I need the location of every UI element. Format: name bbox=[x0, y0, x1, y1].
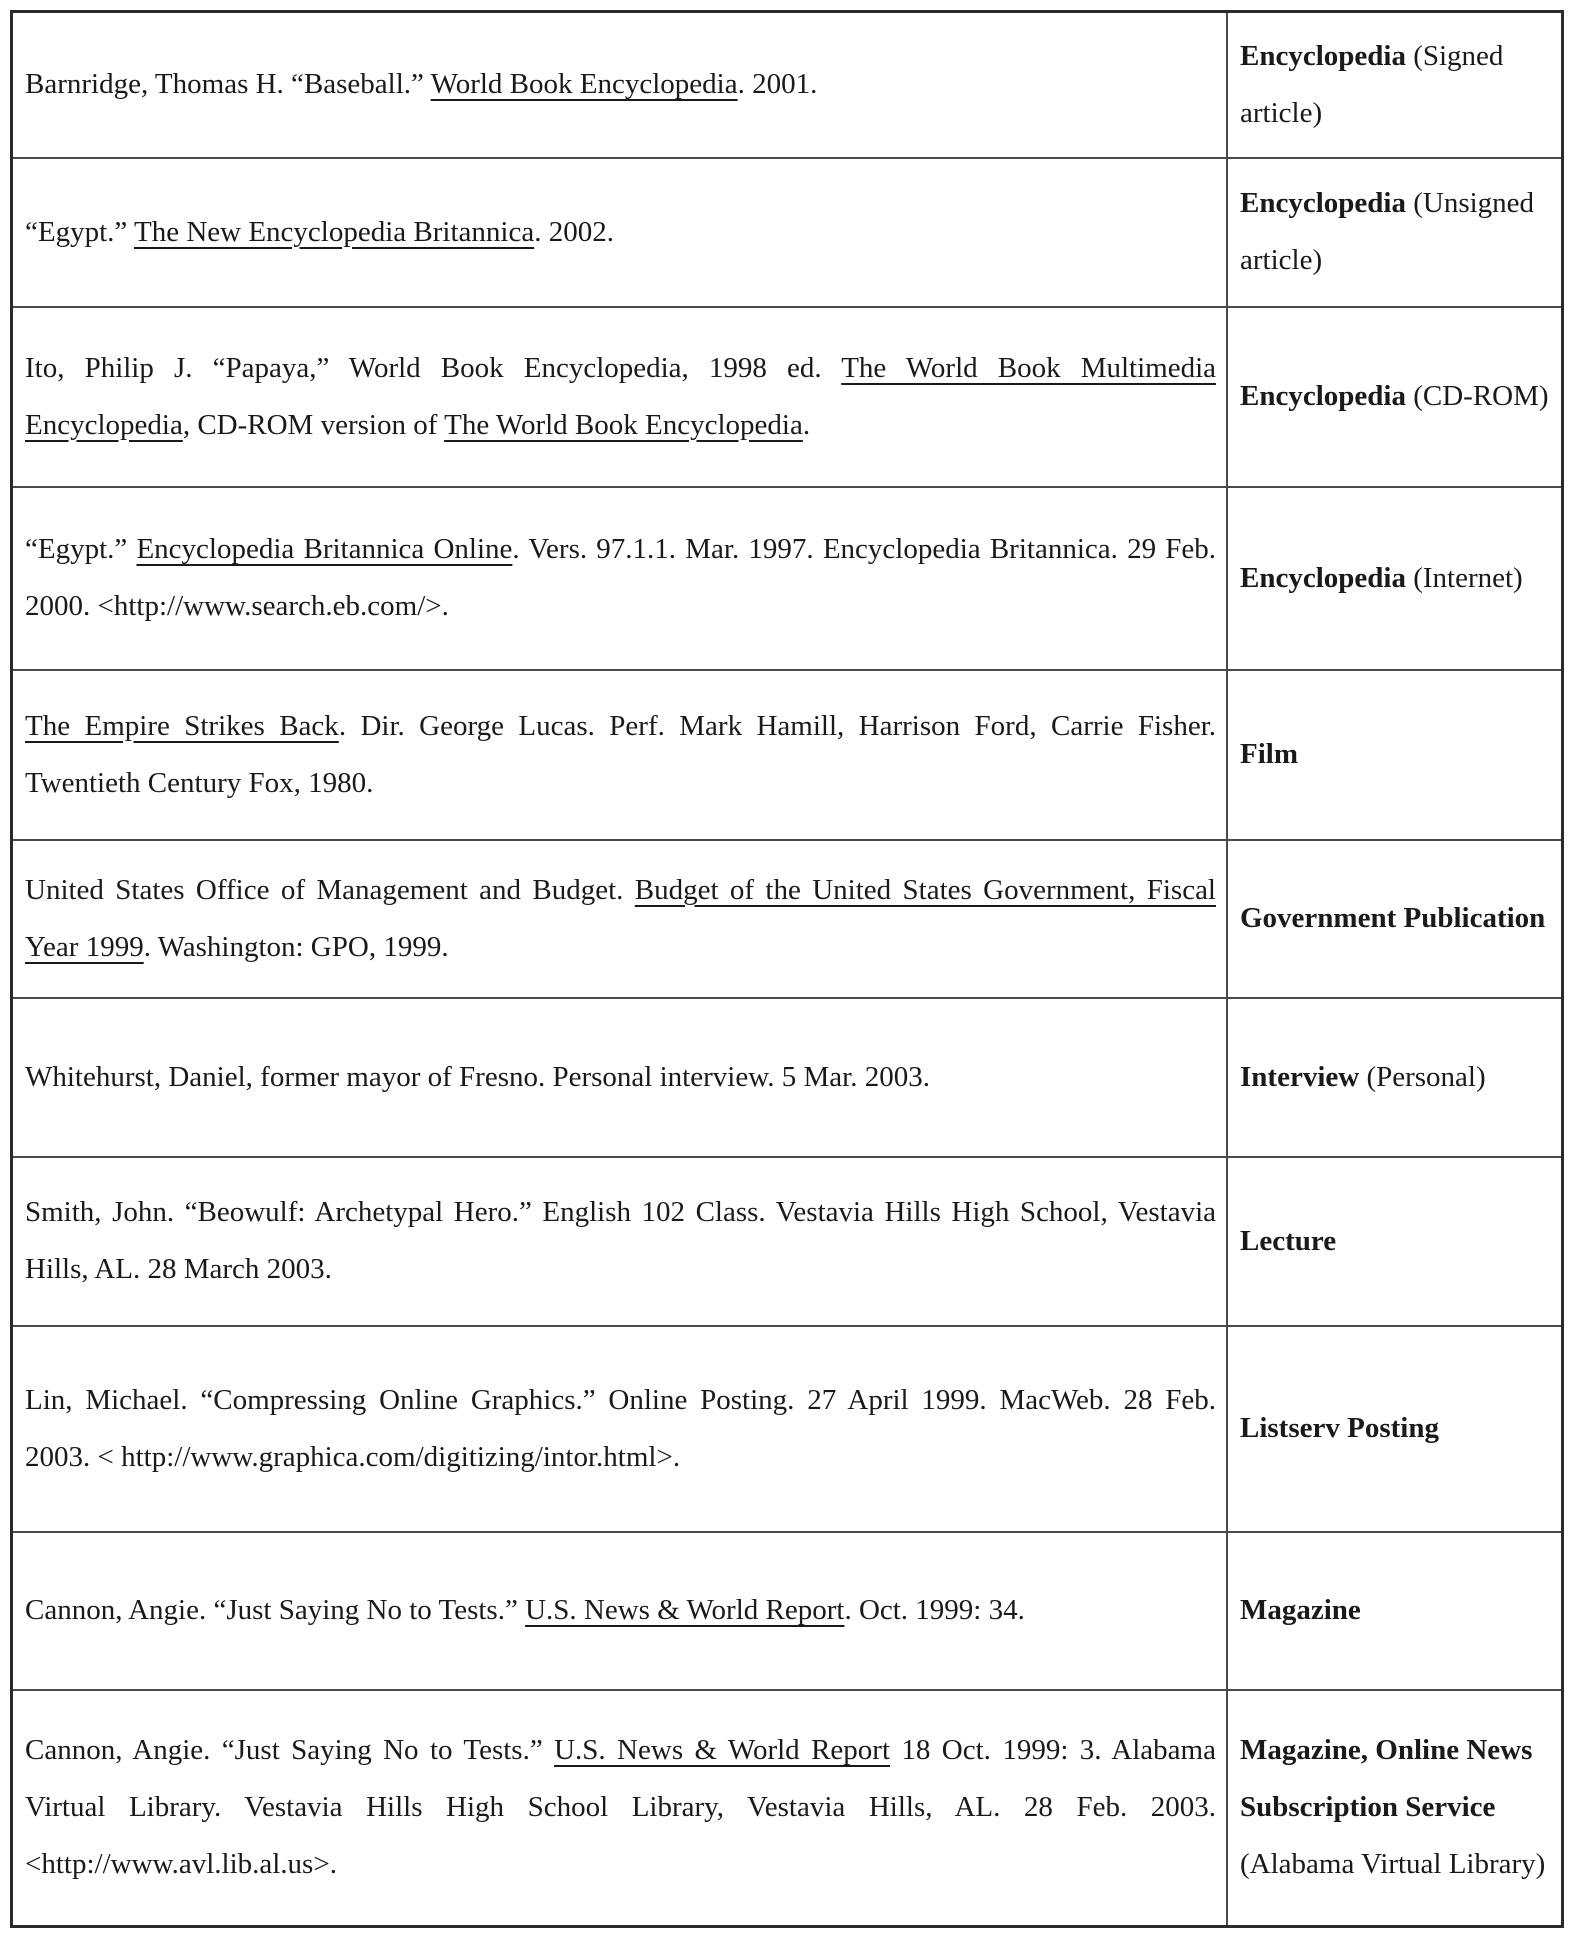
citation-text: Smith, John. “Beowulf: Archetypal Hero.” English 102 Class. Vestavia Hills High School, Vestavia Hills, AL. 28 March 2003. bbox=[25, 1196, 1216, 1285]
citation-text: Lin, Michael. “Compressing Online Graphics.” Online Posting. 27 April 1999. MacWeb. 28 Feb. 2003. < http://www.graphica.com/digitizing/intor.html>. bbox=[25, 1383, 1216, 1473]
source-type-note: (Personal) bbox=[1359, 1060, 1486, 1093]
source-type-cell bbox=[1227, 158, 1563, 307]
source-type-label: Lecture bbox=[1240, 1224, 1337, 1257]
source-type-label: Magazine bbox=[1240, 1594, 1361, 1626]
source-type-cell bbox=[1227, 1326, 1563, 1532]
citation-text: . Dir. George Lucas. Perf. Mark Hamill, Harrison Ford, Carrie Fisher. Twentieth Century Fox, 1980. bbox=[25, 709, 1217, 799]
citation-title: The World Book Multimedia Encyclopedia bbox=[25, 351, 1217, 441]
source-type-cell bbox=[1227, 1690, 1563, 1927]
source-type-cell bbox=[1227, 998, 1563, 1157]
source-type-label: Encyclopedia bbox=[1240, 380, 1406, 412]
citation-text: . Oct. 1999: 34. bbox=[844, 1594, 1025, 1626]
table-row bbox=[12, 307, 1563, 487]
source-type-note: (CD-ROM) bbox=[1405, 380, 1549, 412]
citation-type-table bbox=[10, 10, 1564, 1928]
source-type-label: Magazine, Online News Subscription Service bbox=[1240, 1734, 1533, 1824]
citation-title: U.S. News & World Report bbox=[525, 1594, 845, 1626]
citation-cell bbox=[12, 998, 1228, 1157]
citation-text: 18 Oct. 1999: 3. Alabama Virtual Library. Vestavia Hills High School Library, Vestavia Hills, AL. 28 Feb. 2003. <http://www.avl.lib.al.us>. bbox=[25, 1734, 1216, 1881]
source-type-label: Listserv Posting bbox=[1240, 1412, 1439, 1444]
citation-text: . bbox=[802, 408, 811, 441]
table-row bbox=[12, 158, 1563, 307]
table-row bbox=[12, 1690, 1563, 1927]
citation-text: , CD-ROM version of bbox=[182, 408, 445, 441]
source-type-cell bbox=[1227, 487, 1563, 670]
citation-cell bbox=[12, 1532, 1228, 1690]
table-row bbox=[12, 1532, 1563, 1690]
citation-cell bbox=[12, 670, 1228, 840]
source-type-note: (Signed article) bbox=[1240, 39, 1504, 129]
citation-text: . 2002. bbox=[534, 215, 614, 248]
source-type-label: Interview bbox=[1240, 1060, 1360, 1093]
table-row bbox=[12, 1326, 1563, 1532]
citation-text: “Egypt.” bbox=[25, 533, 137, 565]
citation-text: Cannon, Angie. “Just Saying No to Tests.” bbox=[25, 1734, 555, 1767]
citation-text: . 2001. bbox=[737, 68, 818, 101]
citation-title: The New Encyclopedia Britannica bbox=[134, 215, 535, 248]
citation-title: Encyclopedia Britannica Online bbox=[136, 533, 513, 565]
table-row bbox=[12, 840, 1563, 998]
citation-cell bbox=[12, 158, 1228, 307]
citation-cell bbox=[12, 12, 1228, 158]
citation-text: United States Office of Management and Budget. bbox=[25, 873, 635, 906]
citation-title: U.S. News & World Report bbox=[554, 1734, 891, 1767]
citation-cell bbox=[12, 1690, 1228, 1927]
citation-text: Whitehurst, Daniel, former mayor of Fresno. Personal interview. 5 Mar. 2003. bbox=[25, 1060, 930, 1093]
citation-title: The Empire Strikes Back bbox=[25, 709, 339, 742]
citation-cell bbox=[12, 307, 1228, 487]
citation-text: “Egypt.” bbox=[25, 215, 134, 248]
citation-cell bbox=[12, 1157, 1228, 1326]
citation-text: Cannon, Angie. “Just Saying No to Tests.” bbox=[25, 1594, 526, 1626]
citation-text: . Washington: GPO, 1999. bbox=[143, 930, 449, 963]
citation-title: Budget of the United States Government, Fiscal Year 1999 bbox=[25, 873, 1216, 963]
citation-text: . Vers. 97.1.1. Mar. 1997. Encyclopedia Britannica. 29 Feb. 2000. <http://www.search.eb.com/>. bbox=[25, 533, 1217, 622]
source-type-label: Encyclopedia bbox=[1240, 39, 1406, 72]
citation-text: Barnridge, Thomas H. “Baseball.” bbox=[25, 68, 431, 101]
source-type-cell bbox=[1227, 307, 1563, 487]
citation-cell bbox=[12, 840, 1228, 998]
citation-cell bbox=[12, 487, 1228, 670]
citation-title: The World Book Encyclopedia bbox=[444, 408, 803, 441]
source-type-cell bbox=[1227, 840, 1563, 998]
source-type-cell bbox=[1227, 1157, 1563, 1326]
table-row bbox=[12, 998, 1563, 1157]
citation-cell bbox=[12, 1326, 1228, 1532]
source-type-note: (Unsigned article) bbox=[1240, 187, 1535, 276]
source-type-label: Encyclopedia bbox=[1240, 561, 1406, 594]
table-row bbox=[12, 1157, 1563, 1326]
source-type-label: Government Publication bbox=[1240, 902, 1546, 934]
source-type-cell bbox=[1227, 670, 1563, 840]
table-body bbox=[12, 12, 1563, 1927]
citation-text: Ito, Philip J. “Papaya,” World Book Encyclopedia, 1998 ed. bbox=[25, 351, 842, 384]
table-row bbox=[12, 487, 1563, 670]
source-type-cell bbox=[1227, 1532, 1563, 1690]
source-type-label: Film bbox=[1240, 738, 1298, 770]
table-row bbox=[12, 670, 1563, 840]
source-type-label: Encyclopedia bbox=[1240, 187, 1406, 219]
citation-title: World Book Encyclopedia bbox=[430, 68, 738, 101]
source-type-cell bbox=[1227, 12, 1563, 158]
source-type-note: (Internet) bbox=[1405, 561, 1523, 594]
table-row bbox=[12, 12, 1563, 158]
source-type-note: (Alabama Virtual Library) bbox=[1240, 1848, 1546, 1881]
